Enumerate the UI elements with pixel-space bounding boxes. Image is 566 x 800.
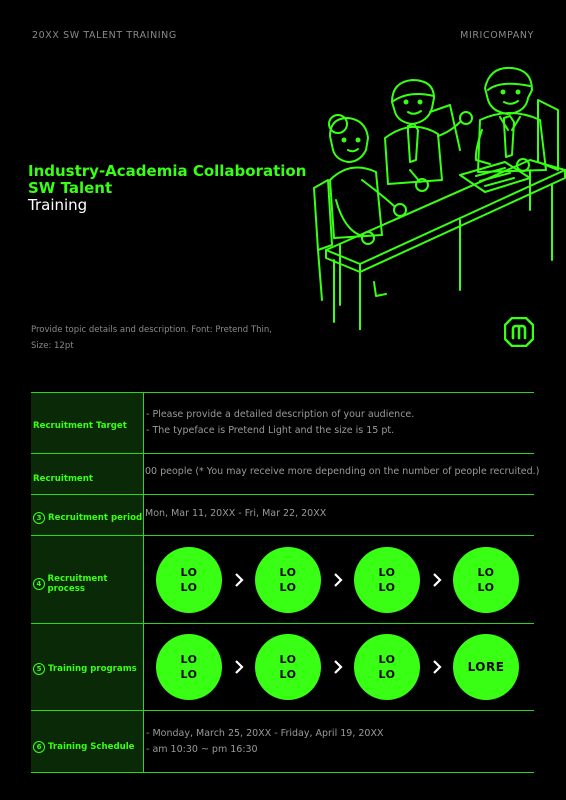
row-label: Training Schedule: [48, 741, 135, 752]
row-value: [144, 711, 534, 772]
chevron-right-icon: [321, 659, 354, 675]
chevron-right-icon: [222, 572, 255, 588]
program-step-circle: LORE: [453, 634, 519, 700]
row-label: Recruitment process: [47, 573, 108, 594]
row-header: [31, 393, 144, 453]
info-table: [31, 392, 540, 773]
program-step-circle: LO LO: [354, 634, 420, 700]
row-header: [31, 495, 144, 535]
meeting-illustration: [300, 60, 566, 330]
company-logo-icon: [504, 317, 534, 347]
value-line: - The typeface is Pretend Light and the size is 15 pt.: [146, 425, 395, 436]
title-line-1: Industry-Academia Collaboration: [28, 162, 307, 180]
title-line-2: SW Talent: [28, 179, 113, 197]
table-row-recruitment: [31, 453, 540, 494]
row-value: [144, 454, 540, 494]
value-line: - Monday, March 25, 20XX - Friday, April 19, 20XX: [146, 728, 384, 739]
step-number-badge: 4: [33, 578, 45, 590]
table-row-recruitment-target: [31, 392, 534, 453]
process-step-circle: LO LO: [453, 547, 519, 613]
program-step-circle: LO LO: [156, 634, 222, 700]
table-row-training-schedule: [31, 710, 534, 773]
step-number-badge: 6: [33, 741, 45, 753]
chevron-right-icon: [420, 659, 453, 675]
value-line: - am 10:30 ~ pm 16:30: [146, 744, 258, 755]
row-header: [31, 624, 144, 710]
row-value: [144, 536, 534, 623]
process-steps: [156, 536, 519, 623]
row-label: Recruitment Target: [33, 421, 127, 431]
company-name: MIRICOMPANY: [460, 30, 534, 41]
row-label: Recruitment period: [48, 513, 143, 523]
description-line-2: Size: 12pt: [31, 341, 74, 351]
table-row-training-programs: [31, 623, 534, 710]
row-value: [144, 495, 534, 535]
step-number-badge: 3: [33, 512, 45, 524]
title-line-3: Training: [28, 196, 88, 214]
process-step-circle: LO LO: [255, 547, 321, 613]
program-steps: [156, 624, 519, 710]
topic-description: [31, 322, 301, 354]
row-header: [31, 536, 144, 623]
row-header: [31, 711, 144, 772]
chevron-right-icon: [420, 572, 453, 588]
row-header: [31, 454, 144, 494]
process-step-circle: LO LO: [156, 547, 222, 613]
table-row-recruitment-period: [31, 494, 534, 535]
row-label: Training programs: [48, 664, 137, 674]
chevron-right-icon: [321, 572, 354, 588]
value-line: Mon, Mar 11, 20XX - Fri, Mar 22, 20XX: [145, 508, 327, 519]
row-value: [144, 393, 534, 453]
row-label: Recruitment: [33, 474, 93, 484]
step-number-badge: 5: [33, 663, 45, 675]
value-line: - Please provide a detailed description of your audience.: [146, 409, 415, 420]
table-row-recruitment-process: [31, 535, 534, 623]
process-step-circle: LO LO: [354, 547, 420, 613]
brand-left-text: 20XX SW TALENT TRAINING: [32, 30, 177, 41]
row-value: [144, 624, 534, 710]
program-step-circle: LO LO: [255, 634, 321, 700]
description-line-1: Provide topic details and description. Font: Pretend Thin,: [31, 325, 272, 335]
value-line: 00 people (* You may receive more depending on the number of people recruited.): [145, 466, 540, 477]
chevron-right-icon: [222, 659, 255, 675]
